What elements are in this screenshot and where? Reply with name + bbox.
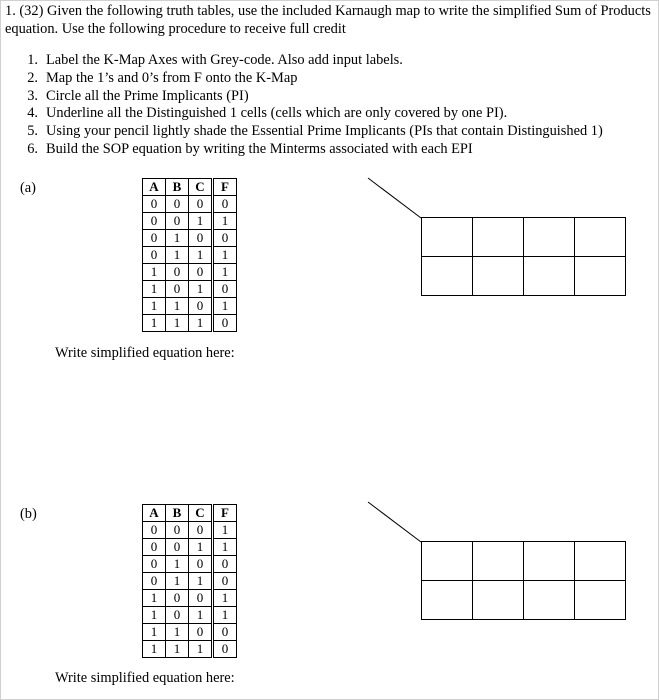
procedure-step: 4. Underline all the Distinguished 1 cells (cells which are only covered by one PI). [27, 105, 508, 122]
truth-table-b [142, 504, 237, 658]
kmap-cell[interactable] [524, 581, 575, 620]
truth-table-a [142, 178, 237, 332]
table-row: 0 0 1 1 [143, 213, 237, 230]
kmap-cell[interactable] [422, 218, 473, 257]
header-a: A [143, 179, 166, 196]
kmap-cell[interactable] [524, 542, 575, 581]
header-f: F [213, 179, 237, 196]
kmap-diagonal-a [366, 176, 426, 220]
table-row: 0 0 1 1 [143, 539, 237, 556]
part-b-label: (b) [20, 506, 37, 522]
kmap-cell[interactable] [575, 257, 626, 296]
procedure-step: 6. Build the SOP equation by writing the Minterms associated with each EPI [27, 140, 473, 157]
write-equation-prompt-b: Write simplified equation here: [55, 670, 235, 686]
kmap-cell[interactable] [473, 218, 524, 257]
procedure-step: 3. Circle all the Prime Implicants (PI) [27, 87, 249, 104]
header-b: B [166, 505, 189, 522]
kmap-cell[interactable] [473, 542, 524, 581]
kmap-cell[interactable] [422, 581, 473, 620]
kmap-diagonal-b [366, 500, 426, 544]
table-row: 0 1 0 0 [143, 230, 237, 247]
kmap-cell[interactable] [524, 218, 575, 257]
table-row: 1 1 1 0 [143, 315, 237, 332]
problem-title: 1. (32) Given the following truth tables, use the included Karnaugh map to write the simplified Sum of Products equation. Use the following procedure to receive full credit [5, 3, 651, 37]
procedure-list [16, 52, 603, 159]
kmap-cell[interactable] [422, 542, 473, 581]
header-c: C [189, 179, 213, 196]
table-row: 0 0 0 1 [143, 522, 237, 539]
header-a: A [143, 505, 166, 522]
kmap-cell[interactable] [575, 581, 626, 620]
procedure-step: 5. Using your pencil lightly shade the Essential Prime Implicants (PIs that contain Distinguished 1) [27, 123, 603, 140]
kmap-cell[interactable] [473, 257, 524, 296]
table-row: 1 1 0 0 [143, 624, 237, 641]
kmap-cell[interactable] [524, 257, 575, 296]
table-row: 0 1 1 0 [143, 573, 237, 590]
truth-table-header [143, 505, 237, 522]
header-b: B [166, 179, 189, 196]
table-row: 0 1 1 1 [143, 247, 237, 264]
table-row: 1 0 1 1 [143, 607, 237, 624]
header-f: F [213, 505, 237, 522]
truth-table-header [143, 179, 237, 196]
kmap-cell[interactable] [473, 581, 524, 620]
procedure-step: 1. Label the K-Map Axes with Grey-code. Also add input labels. [27, 52, 403, 68]
table-row: 0 1 0 0 [143, 556, 237, 573]
table-row: 1 0 0 1 [143, 590, 237, 607]
table-row: 1 0 1 0 [143, 281, 237, 298]
kmap-grid-a[interactable] [421, 217, 626, 296]
header-c: C [189, 505, 213, 522]
write-equation-prompt-a: Write simplified equation here: [55, 345, 235, 361]
kmap-cell[interactable] [422, 257, 473, 296]
procedure-step: 2. Map the 1’s and 0’s from F onto the K-Map [27, 69, 298, 86]
table-row: 1 1 1 0 [143, 641, 237, 658]
table-row: 0 0 0 0 [143, 196, 237, 213]
table-row: 1 0 0 1 [143, 264, 237, 281]
kmap-cell[interactable] [575, 218, 626, 257]
part-a-label: (a) [20, 180, 36, 196]
kmap-grid-b[interactable] [421, 541, 626, 620]
kmap-cell[interactable] [575, 542, 626, 581]
table-row: 1 1 0 1 [143, 298, 237, 315]
